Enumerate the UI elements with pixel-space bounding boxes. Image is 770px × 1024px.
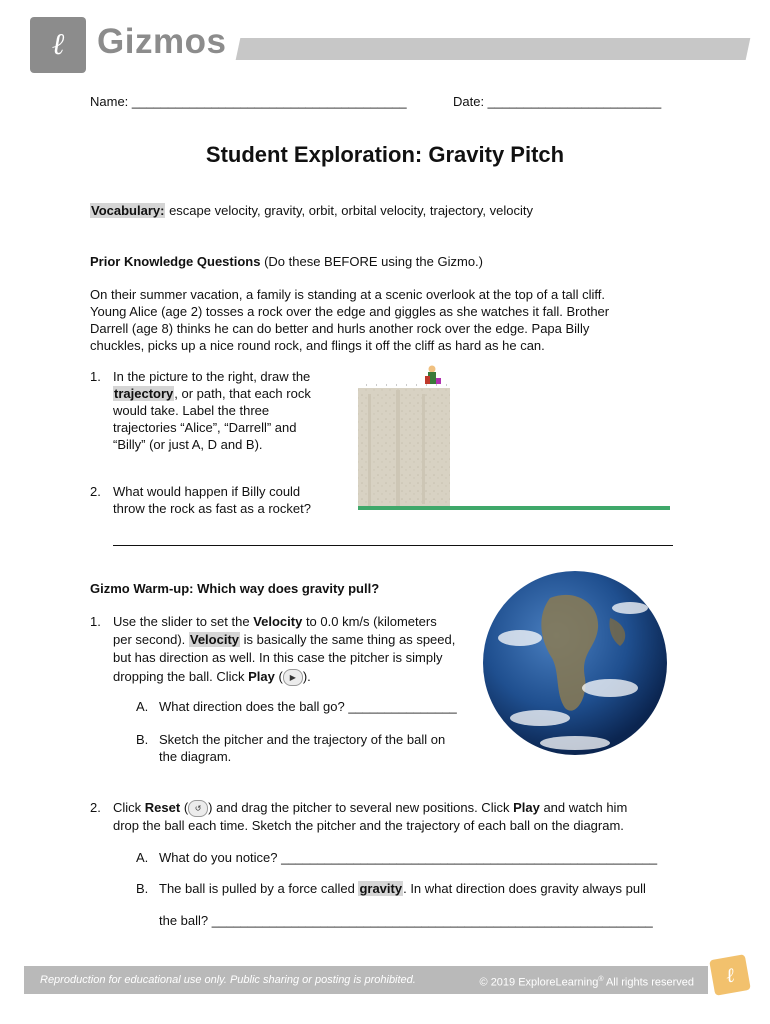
wu-q2-b-text-part: . In what direction does gravity always pull [403,881,646,896]
copyright-text: © 2019 ExploreLearning [479,976,599,989]
wu-q1-b-text [159,731,445,765]
wu-q1-text-part: to 0.0 km/s (kilometers [302,614,437,629]
velocity-term: Velocity [253,614,303,629]
explorelearning-logo: ℓ [709,954,751,996]
paragraph-line: On their summer vacation, a family is standing at a scenic overlook at the top of a tall cliff. [90,287,605,302]
scenario-paragraph [90,286,609,354]
wu-q2-text-part: and watch him [539,800,628,815]
cliff-crack [368,394,371,506]
reset-term: Reset [144,800,181,815]
footer-copyright [480,966,694,994]
cliff-rock [358,388,450,510]
wu-q2-line [113,799,683,817]
wu-q2-line: drop the ball each time. Sketch the pitcher and the trajectory of each ball on the diagram. [113,818,624,834]
gizmos-logo: ℓ [30,17,86,73]
q1-line: In the picture to the right, draw the [113,369,311,384]
reset-icon: ↺ [188,800,208,817]
wu-q2-number: 2. [90,800,101,815]
wu-q1-b-line: Sketch the pitcher and the trajectory of the ball on [159,732,446,747]
q1-line-rest: , or path, that each rock [174,386,311,401]
q1-line [113,385,333,402]
wu-q1-line: but has direction as well. In this case the pitcher is simply [113,650,443,665]
wu-q1-text-part: Use the slider to set the [113,614,254,629]
warmup-heading: Gizmo Warm-up: Which way does gravity pull? [90,581,380,596]
footer-bar [24,966,708,994]
paragraph-line: chuckles, picks up a nice round rock, and flings it off the cliff as hard as he can. [90,338,545,353]
family-figures [425,366,441,385]
wu-q1-text-part: per second). [113,632,189,647]
q2-line: throw the rock as fast as a rocket? [113,501,311,516]
date-field[interactable]: Date: ________________________ [453,94,662,109]
pk-q1-text [113,368,333,453]
rights-text: All rights reserved [603,976,694,989]
wu-q2-text-part: Click [113,800,145,815]
paragraph-line: Darrell (age 8) thinks he can do better and hurls another rock over the edge. Papa Billy [90,321,590,336]
footer-notice: Reproduction for educational use only. Public sharing or posting is prohibited. [40,974,416,986]
cliff-crack [422,394,425,504]
wu-q2-b-answer[interactable]: the ball? _____________________________________________________________ [159,913,653,928]
wu-q1-number: 1. [90,614,101,629]
wu-q2-a-text[interactable]: What do you notice? ____________________________________________________ [159,850,658,865]
cliff-illustration[interactable] [352,360,674,518]
play-term: Play [248,669,275,684]
wu-q2-b-letter: B. [136,881,149,896]
gravity-term: gravity [359,881,403,896]
trajectory-term: trajectory [114,386,174,401]
q2-line: What would happen if Billy could [113,484,301,499]
wu-q1-text [113,613,483,686]
wu-q1-a-text[interactable]: What direction does the ball go? _______________ [159,699,457,714]
wu-q2-text-part: ( [180,800,189,815]
wu-q1-line [113,668,483,686]
wu-q2-text-part: ) and drag the pitcher to several new positions. Click [208,800,514,815]
q1-line: would take. Label the three [113,403,270,418]
wu-q2-a-letter: A. [136,850,149,865]
answer-line[interactable] [113,545,673,546]
wu-q1-line [113,631,483,649]
ground-line [358,506,670,510]
cliff-crack [396,390,400,506]
pk-q2-number: 2. [90,484,101,499]
wu-q1-text-part: is basically the same thing as speed, [240,632,456,647]
prior-knowledge-note: (Do these BEFORE using the Gizmo.) [260,254,483,269]
wu-q2-b-line [159,880,699,897]
q1-line: “Billy” (or just A, D and B). [113,437,263,452]
wu-q1-text-part: dropping the ball. Click [113,669,249,684]
wu-q2-text [113,799,683,834]
vocabulary-line [90,202,533,219]
wu-q2-b-text-part: The ball is pulled by a force called [159,881,359,896]
velocity-term-highlight: Velocity [189,632,240,647]
vocabulary-terms: escape velocity, gravity, orbit, orbital velocity, trajectory, velocity [165,203,533,218]
paragraph-line: Young Alice (age 2) tosses a rock over the edge and giggles as she watches it fall. Brother [90,304,610,319]
prior-knowledge-title: Prior Knowledge Questions [90,254,261,269]
vocabulary-label: Vocabulary: [91,203,165,218]
play-term: Play [513,800,540,815]
earth-illustration[interactable] [480,568,670,758]
page-title: Student Exploration: Gravity Pitch [205,142,565,167]
wu-q1-text-part: ). [302,669,311,684]
registered-mark: ® [598,976,604,983]
header-bar [236,38,751,60]
prior-knowledge-heading [90,253,483,270]
name-field[interactable]: Name: ______________________________________ [90,94,407,109]
wu-q1-a-letter: A. [136,699,149,714]
play-icon: ▶ [283,669,303,686]
brand-name: Gizmos [97,22,227,61]
pk-q2-text [113,483,343,517]
q1-line: trajectories “Alice”, “Darrell” and [113,420,297,435]
wu-q1-b-line: the diagram. [159,749,232,764]
wu-q1-text-part: ( [274,669,283,684]
wu-q1-line [113,613,483,631]
wu-q2-b-text [159,880,699,897]
pk-q1-number: 1. [90,369,101,384]
wu-q1-b-letter: B. [136,732,149,747]
